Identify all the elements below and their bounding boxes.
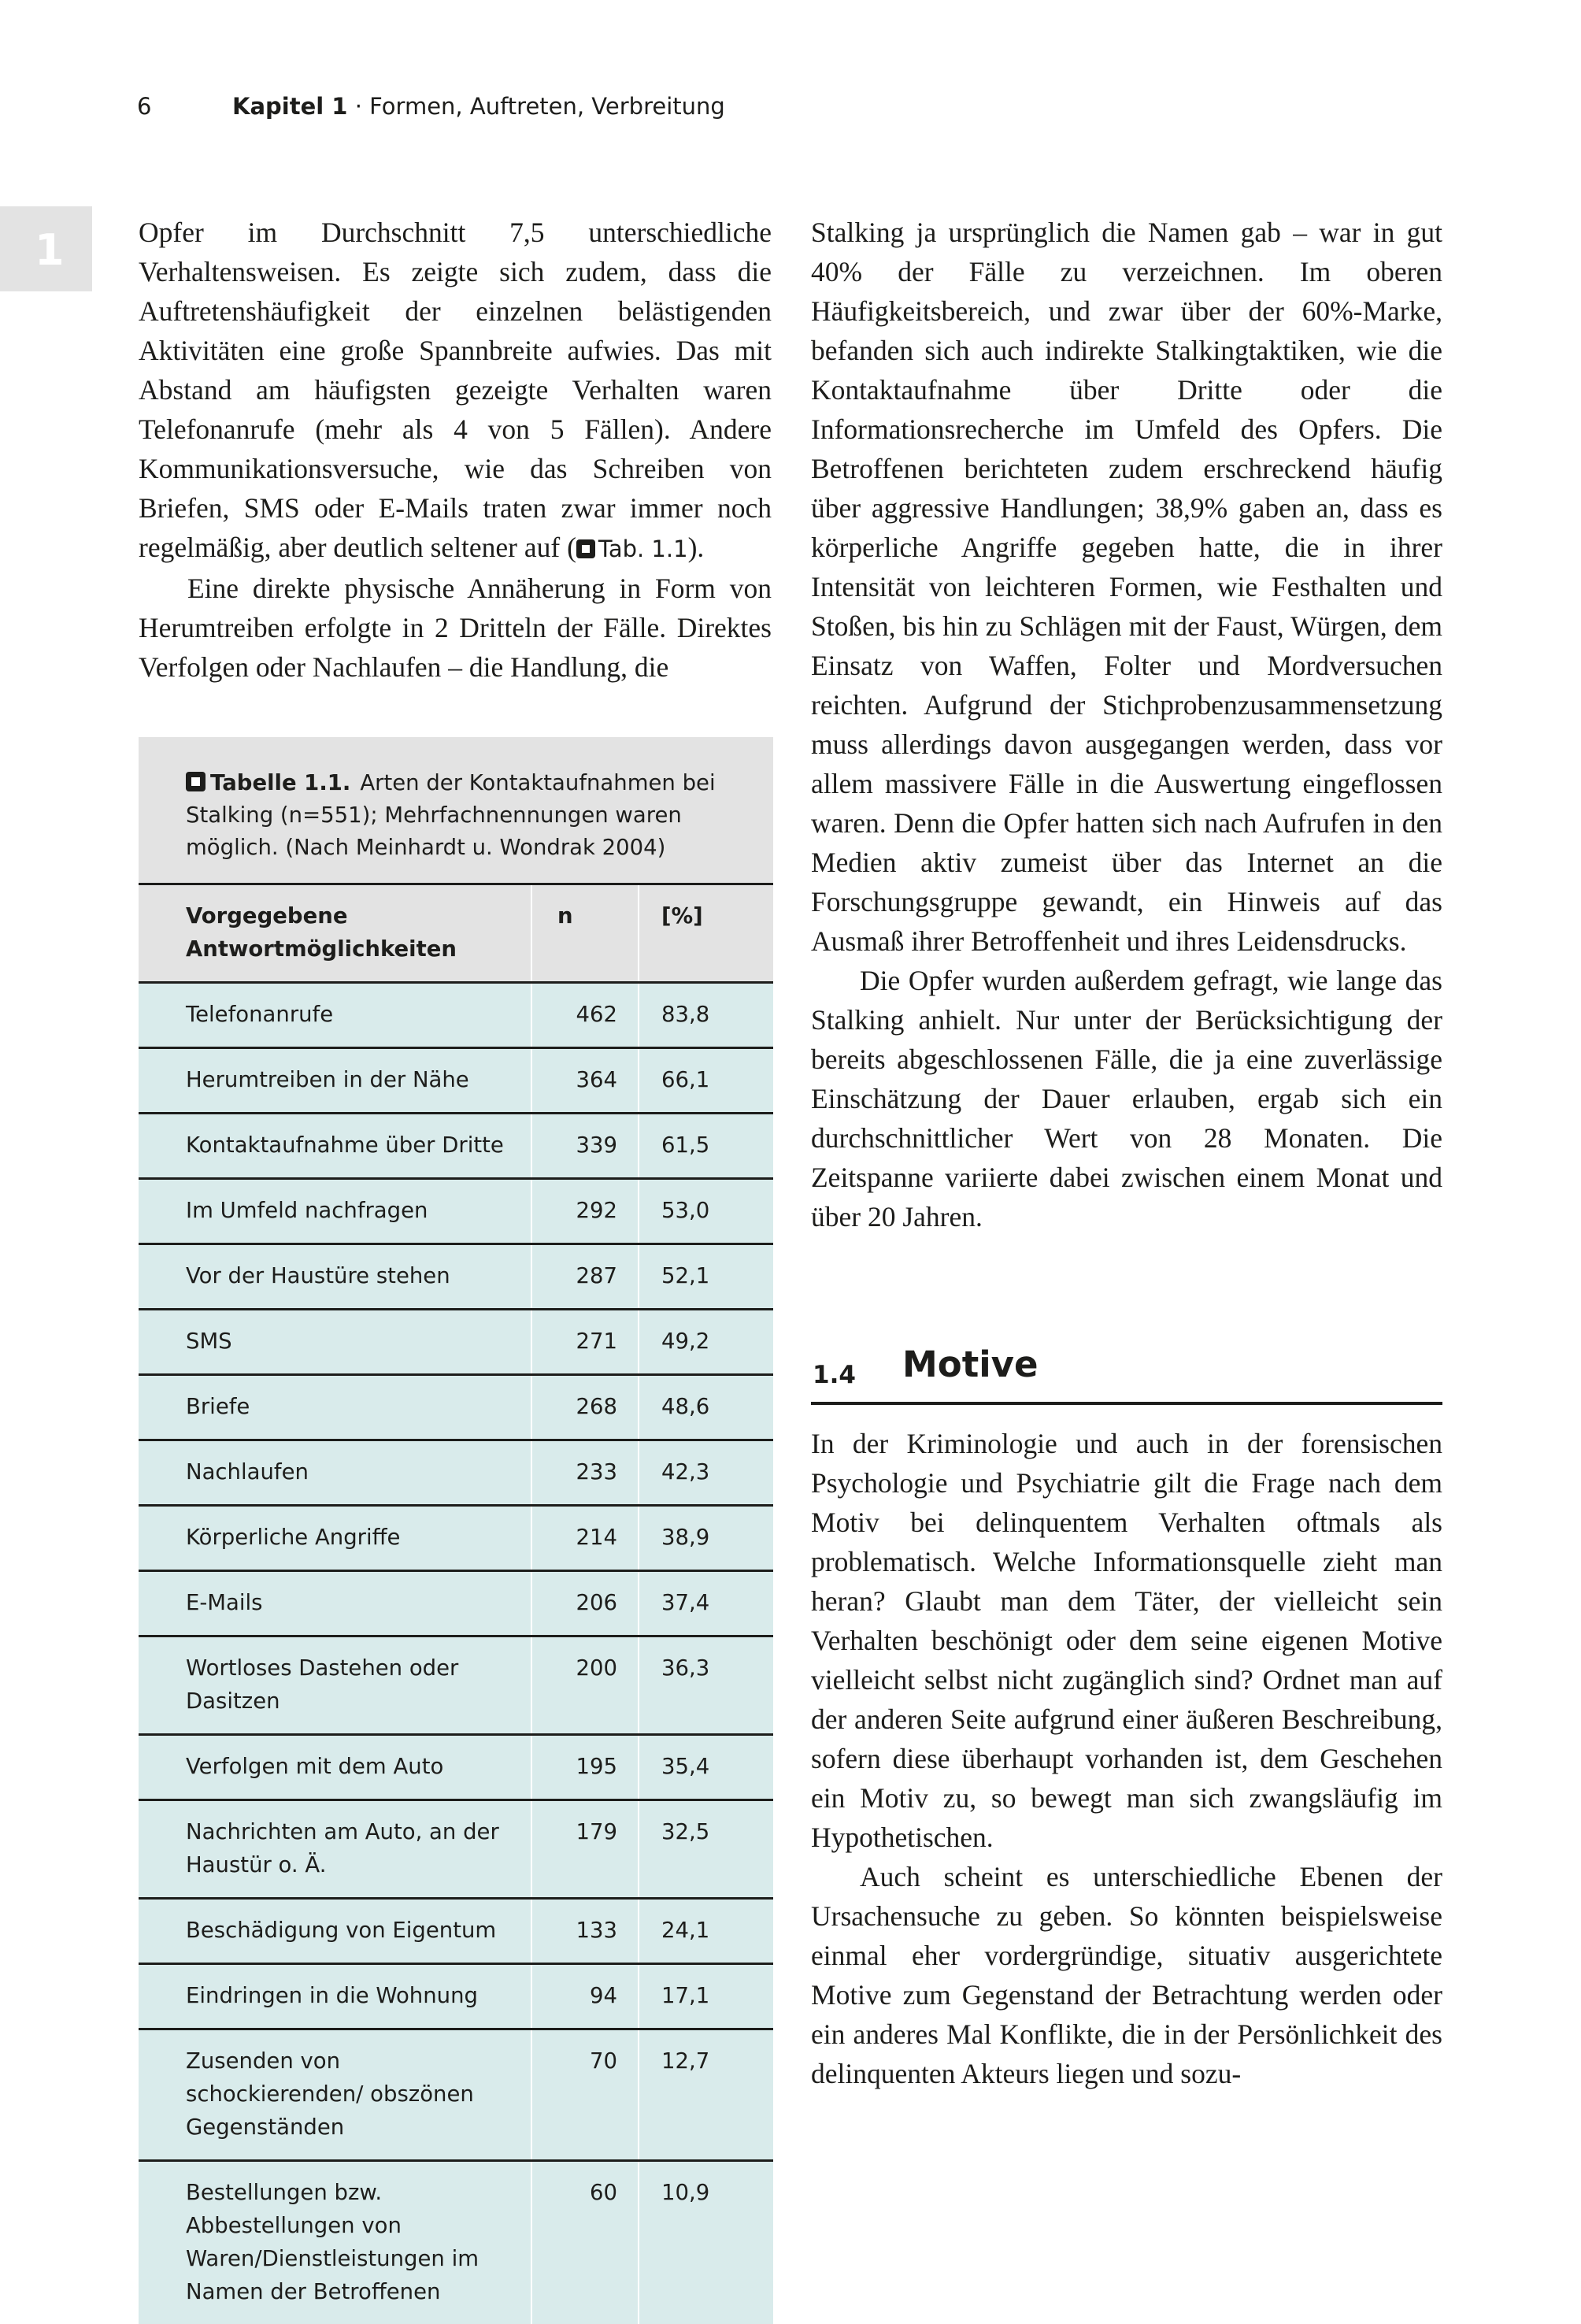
table-row	[139, 1736, 773, 1801]
row-n: 195	[532, 1736, 639, 1799]
row-n: 268	[532, 1376, 639, 1439]
table-row	[139, 1114, 773, 1180]
right-paragraph-3: In der Kriminologie und auch in der forensischen Psychologie und Psychiatrie gilt die Frage nach dem Motiv bei delinquentem Verhalten oftmals als problematisch. Welche Informationsquelle zieht man heran? Glaubt man dem Täter, der vielleicht sein Verhalten beschönigt oder dem seine eigenen Motive vielleicht selbst nicht zugänglich sind? Ordnet man auf der anderen Seite aufgrund einer äußeren Beschreibung, sofern diese überhaupt vorhanden ist, dem Geschehen ein Motiv zu, so bewegt man sich zwangsläufig im Hypothetischen.	[811, 1428, 1442, 1853]
row-percent: 48,6	[661, 1394, 710, 1419]
header-separator: ·	[354, 93, 362, 120]
row-percent: 36,3	[661, 1655, 710, 1681]
table-row	[139, 1180, 773, 1245]
row-percent: 52,1	[661, 1263, 710, 1288]
row-answer: Telefonanrufe	[139, 984, 532, 1047]
table-reference-icon	[576, 539, 595, 558]
header-percent: [%]	[661, 903, 703, 928]
row-n: 462	[532, 984, 639, 1047]
row-n: 200	[532, 1637, 639, 1733]
table-row	[139, 2162, 773, 2324]
row-answer: Vor der Haustüre stehen	[139, 1245, 532, 1308]
row-answer: E-Mails	[139, 1572, 532, 1635]
table-caption	[139, 737, 773, 885]
row-answer: Beschädigung von Eigentum	[139, 1900, 532, 1963]
row-answer: Nachlaufen	[139, 1441, 532, 1504]
row-percent: 42,3	[661, 1459, 710, 1484]
row-percent: 24,1	[661, 1918, 710, 1943]
row-answer: Verfolgen mit dem Auto	[139, 1736, 532, 1799]
row-answer: Eindringen in die Wohnung	[139, 1965, 532, 2028]
row-percent: 83,8	[661, 1002, 710, 1027]
right-paragraph-1: Stalking ja ursprünglich die Namen gab – war in gut 40% der Fälle zu verzeichnen. Im oberen Häufigkeitsbereich, und zwar über der 60%-Marke, befanden sich auch indirekte Stalkingtaktiken, wie die Kontaktaufnahme über Dritte oder die Informationsrecherche im Umfeld des Opfers. Die Betroffenen berichteten zudem erschreckend häufig über aggressive Handlungen; 38,9% gaben an, dass es körperliche Angriffe gegeben hatte, die in ihrer Intensität von leichteren Formen, wie Festhalten und Stoßen, bis hin zu Schlägen mit der Faust, Würgen, dem Einsatz von Waffen, Folter und Mordversuchen reichten. Aufgrund der Stichprobenzusammensetzung muss allerdings davon ausgegangen werden, dass vor allem massivere Fälle in die Auswertung eingeflossen waren. Denn die Opfer hatten sich nach Aufrufen in den Medien aktiv zumeist über das Internet an die Forschungsgruppe gewandt, ein Hinweis auf das Ausmaß ihrer Betroffenheit und ihres Leidensdrucks.	[811, 217, 1442, 957]
row-n: 60	[532, 2162, 639, 2324]
row-answer: Herumtreiben in der Nähe	[139, 1049, 532, 1112]
right-column-text-2	[811, 1424, 1442, 2093]
row-n: 271	[532, 1310, 639, 1373]
chapter-title: Formen, Auftreten, Verbreitung	[369, 93, 725, 120]
header-answer: Vorgegebene Antwortmöglichkeiten	[139, 885, 532, 981]
table-row	[139, 1245, 773, 1310]
section-heading	[811, 1339, 1442, 1405]
row-percent: 17,1	[661, 1983, 710, 2008]
row-percent: 49,2	[661, 1329, 710, 1354]
row-answer: Im Umfeld nachfragen	[139, 1180, 532, 1243]
row-n: 292	[532, 1180, 639, 1243]
row-percent: 38,9	[661, 1525, 710, 1550]
table-row	[139, 1900, 773, 1965]
left-paragraph-2: Eine direkte physische Annäherung in Form von Herumtreiben erfolgte in 2 Dritteln der Fälle. Direktes Verfolgen oder Nachlaufen – die Handlung, die	[139, 573, 772, 683]
row-percent: 53,0	[661, 1198, 710, 1223]
row-percent: 32,5	[661, 1819, 710, 1844]
table-row	[139, 1507, 773, 1572]
row-n: 133	[532, 1900, 639, 1963]
row-percent: 37,4	[661, 1590, 710, 1615]
row-answer: Nachrichten am Auto, an der Haustür o. Ä.	[139, 1801, 532, 1897]
right-column-text	[811, 213, 1442, 1236]
row-percent: 61,5	[661, 1132, 710, 1158]
table-row	[139, 1310, 773, 1376]
table-1-1	[139, 737, 773, 2324]
row-n: 364	[532, 1049, 639, 1112]
row-answer: Zusenden von schockierenden/ obszönen Gegenständen	[139, 2030, 532, 2159]
chapter-heading	[232, 93, 725, 120]
row-n: 287	[532, 1245, 639, 1308]
left-paragraph-1-text: Opfer im Durchschnitt 7,5 unterschiedliche Verhaltensweisen. Es zeigte sich zudem, dass die Auftretenshäufigkeit der einzelnen belästigenden Aktivitäten eine große Spannbreite aufwies. Das mit Abstand am häufigsten gezeigte Verhalten waren Telefonanrufe (mehr als 4 von 5 Fällen). Andere Kommunikationsversuche, wie das Schreiben von Briefen, SMS oder E-Mails traten zwar immer noch regelmäßig, aber deutlich seltener auf (	[139, 217, 772, 563]
row-answer: SMS	[139, 1310, 532, 1373]
page-number: 6	[137, 93, 152, 120]
section-title: Motive	[902, 1344, 1039, 1385]
chapter-thumb-tab	[0, 206, 92, 291]
table-row	[139, 1049, 773, 1114]
table-row	[139, 1376, 773, 1441]
table-label: Tabelle 1.1.	[210, 770, 351, 795]
row-percent: 12,7	[661, 2048, 710, 2074]
table-caption-text: Arten der Kontaktaufnahmen bei Stalking (n=551); Mehrfachnennungen waren möglich. (Nach Meinhardt u. Wondrak 2004)	[186, 770, 716, 860]
right-paragraph-2: Die Opfer wurden außerdem gefragt, wie lange das Stalking anhielt. Nur unter der Berücksichtigung der bereits abgeschlossenen Fälle, die ja eine zuverlässige Einschätzung der Dauer erlauben, ergab sich ein durchschnittlicher Wert von 28 Monaten. Die Zeitspanne variierte dabei zwischen einem Monat und über 20 Jahren.	[811, 965, 1442, 1232]
table-row	[139, 2030, 773, 2162]
left-paragraph-1	[139, 213, 772, 569]
row-answer: Körperliche Angriffe	[139, 1507, 532, 1570]
table-row	[139, 1572, 773, 1637]
left-paragraph-1-end: ).	[687, 532, 705, 563]
table-row	[139, 1637, 773, 1736]
row-answer: Kontaktaufnahme über Dritte	[139, 1114, 532, 1177]
row-percent: 35,4	[661, 1754, 710, 1779]
header-n: n	[532, 885, 639, 981]
table-header-row	[139, 885, 773, 984]
row-percent: 10,9	[661, 2180, 710, 2205]
chapter-thumb-number: 1	[35, 225, 65, 275]
row-answer: Bestellungen bzw. Abbestellungen von Waren/Dienstleistungen im Namen der Betroffenen	[139, 2162, 532, 2324]
table-row	[139, 1441, 773, 1507]
row-n: 94	[532, 1965, 639, 2028]
right-paragraph-4: Auch scheint es unterschiedliche Ebenen der Ursachensuche zu geben. So könnten beispielsweise einmal eher vordergründige, situativ ausgerichtete Motive zum Gegenstand der Betrachtung werden oder ein anderes Mal Konflikte, die in der Persönlichkeit des delinquenten Akteurs liegen und sozu-	[811, 1861, 1442, 2089]
row-n: 179	[532, 1801, 639, 1897]
section-number: 1.4	[813, 1361, 856, 1389]
row-answer: Briefe	[139, 1376, 532, 1439]
row-n: 339	[532, 1114, 639, 1177]
table-body	[139, 984, 773, 2324]
row-n: 214	[532, 1507, 639, 1570]
row-n: 206	[532, 1572, 639, 1635]
row-n: 233	[532, 1441, 639, 1504]
running-header	[0, 93, 1581, 128]
row-percent: 66,1	[661, 1067, 710, 1092]
chapter-label: Kapitel 1	[232, 93, 348, 120]
row-n: 70	[532, 2030, 639, 2159]
table-icon	[186, 772, 205, 791]
row-answer: Wortloses Dastehen oder Dasitzen	[139, 1637, 532, 1733]
table-row	[139, 1801, 773, 1900]
table-row	[139, 984, 773, 1049]
left-column-text	[139, 213, 772, 687]
table-row	[139, 1965, 773, 2030]
table-reference-link[interactable]: Tab. 1.1	[598, 536, 688, 562]
